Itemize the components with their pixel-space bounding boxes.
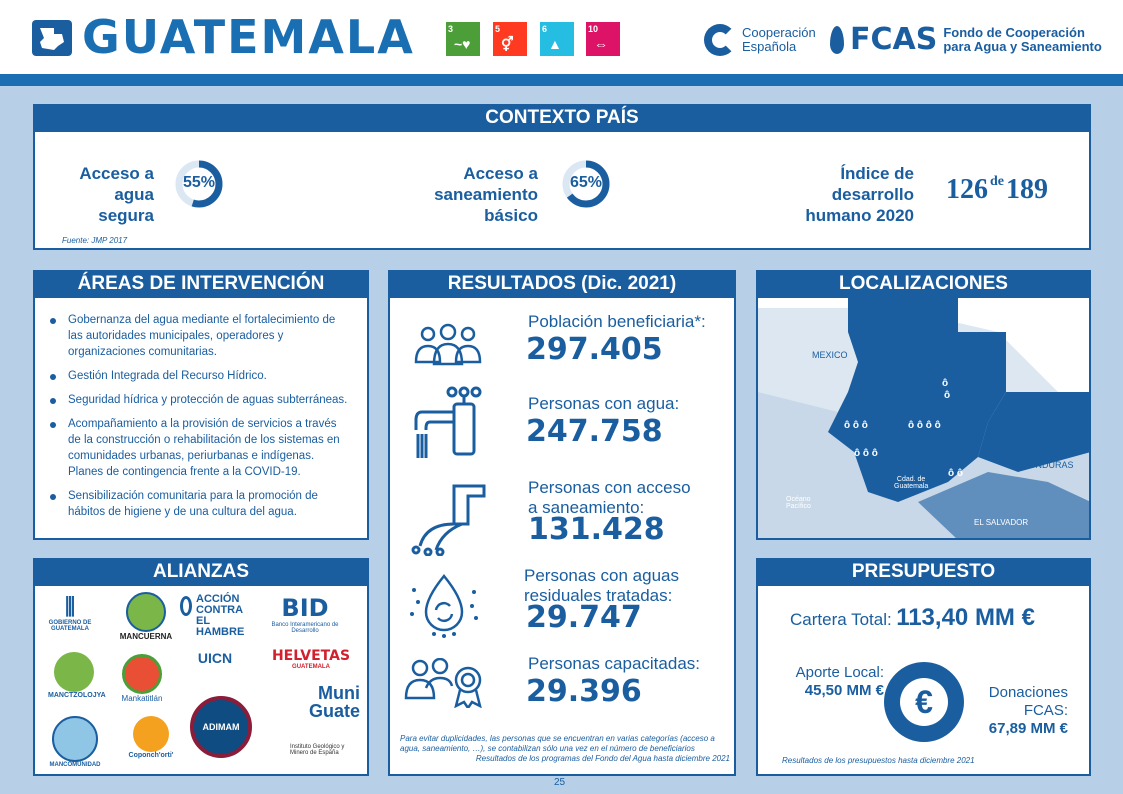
coponchorti-logo: Coponch'orti' [122, 716, 180, 770]
igme-logo: Instituto Geológico y Minero de España [290, 744, 345, 756]
mancomunidad-logo: MANCOMUNIDAD [48, 716, 102, 770]
cooperacion-mark-icon [704, 24, 736, 56]
poblacion-label: Población beneficiaria*: [528, 312, 706, 331]
fcas-logo [830, 22, 1102, 57]
gobierno-guatemala-logo: ⫼ GOBIERNO DE GUATEMALA [48, 594, 92, 632]
trained-people-icon [404, 658, 488, 708]
location-marker-icon: ô [934, 420, 941, 431]
fcas-line-1: Fondo de Cooperación [943, 24, 1085, 40]
area-item: Seguridad hídrica y protección de aguas subterráneas. [50, 392, 350, 408]
map-markers-center [908, 420, 941, 431]
location-marker-icon: ô [956, 468, 963, 479]
location-marker-icon: ô [908, 420, 915, 431]
location-marker-icon: ô [844, 420, 851, 431]
map-markers-west [844, 420, 868, 432]
saneamiento-personas-label: Personas con acceso a saneamiento: [528, 478, 691, 517]
presupuesto-note: Resultados de los presupuestos hasta diciembre 2021 [782, 756, 975, 765]
resultados-title: RESULTADOS (Dic. 2021) [388, 270, 736, 298]
location-marker-icon: ô [948, 468, 955, 479]
map-label-capital: Cdad. de Guatemala [894, 476, 929, 490]
cooperacion-line-2: Española [742, 39, 797, 54]
mancuerna-logo: MANCUERNA [118, 592, 174, 648]
agua-value: 55% [182, 174, 216, 191]
agua-donut [175, 160, 223, 208]
sdg-6-icon: 6 ▲ [540, 22, 574, 56]
sanitation-pipe-icon [406, 484, 488, 556]
area-item: Acompañamiento a la provisión de servicios a través de la construcción o rehabilitación de los sistemas en comunidades urbanas, periurbanas e indígenas. Planes de contingencia frente a la COVID-19. [50, 416, 350, 480]
location-marker-icon: ô [854, 448, 861, 459]
water-drop-icon [830, 26, 844, 54]
sdg-10-icon: 10 ⇔ [586, 22, 620, 56]
fcas-acronym: FCAS [850, 22, 938, 57]
area-item: Gobernanza del agua mediante el fortalecimiento de las autoridades municipales, operadores y organizaciones comunitarias. [50, 312, 350, 360]
capacitadas-value: 29.396 [526, 674, 642, 709]
location-marker-icon: ô [862, 448, 869, 459]
saneamiento-value: 65% [569, 174, 603, 191]
idh-de: de [990, 174, 1004, 189]
location-marker-icon: ô [916, 420, 923, 431]
map-markers [934, 378, 1034, 402]
capacitadas-label: Personas capacitadas: [528, 654, 700, 673]
location-marker-icon: ô [925, 420, 932, 431]
donaciones-label-1: Donaciones [988, 684, 1068, 701]
page-number: 25 [554, 777, 566, 788]
aguas-residuales-value: 29.747 [526, 600, 642, 635]
idh-value [946, 174, 1048, 206]
saneamiento-donut [562, 160, 610, 208]
saneamiento-personas-value: 131.428 [528, 512, 665, 547]
agua-personas-value: 247.758 [526, 414, 663, 449]
sdg-5-icon: 5 ⚥ [493, 22, 527, 56]
aporte-local [768, 664, 884, 700]
location-marker-icon: ô [852, 420, 859, 431]
poblacion-value: 297.405 [526, 332, 663, 367]
aguas-residuales-label: Personas con aguas residuales tratadas: [524, 566, 679, 605]
location-marker-icon: ô [942, 378, 949, 389]
country-title: GUATEMALA [82, 10, 415, 64]
cartera-label: Cartera Total: [790, 610, 892, 629]
water-recycle-icon [404, 570, 484, 640]
bid-logo: BID Banco Interamericano de Desarrollo [271, 594, 339, 634]
resultados-footnote: Para evitar duplicidades, las personas que se encuentran en varias categorías (acceso a agua, saneamiento, …), se contabilizan sólo una vez en el número de beneficiarios Resultados de los programas del Fondo del Agua hasta diciembre 2021 [400, 734, 730, 763]
agua-personas-label: Personas con agua: [528, 394, 680, 413]
aporte-label: Aporte Local: [795, 664, 884, 681]
donaciones-label-2: FCAS: [1023, 702, 1068, 719]
manctzolojya-logo: MANCTZOLOJYA [48, 652, 100, 708]
area-item: Gestión Integrada del Recurso Hídrico. [50, 368, 350, 384]
area-item: Sensibilización comunitaria para la promoción de hábitos de higiene y de una cultura del agua. [50, 488, 350, 520]
muni-guate-logo: Muni Guate [308, 683, 360, 721]
areas-title: ÁREAS DE INTERVENCIÓN [33, 270, 369, 298]
contexto-pais-title: CONTEXTO PAÍS [35, 104, 1089, 132]
cooperacion-line-1: Cooperación [742, 25, 816, 40]
location-marker-icon: ô [871, 448, 878, 459]
areas-list [50, 312, 350, 528]
people-icon [412, 322, 484, 366]
localizaciones-title: LOCALIZACIONES [756, 270, 1091, 298]
cartera-value: 113,40 MM € [896, 604, 1035, 631]
location-marker-icon: ô [944, 390, 951, 401]
fcas-line-2: para Agua y Saneamiento [943, 38, 1102, 54]
donaciones-fcas [966, 684, 1068, 738]
euro-icon: € [884, 662, 964, 742]
map-label-ocean: Océano Pacífico [786, 496, 811, 510]
idh-label: Índice de desarrollo humano 2020 [805, 164, 914, 225]
saneamiento-label: Acceso a saneamiento básico [434, 164, 538, 225]
location-marker-icon: ô [861, 420, 868, 431]
aporte-value: 45,50 MM € [804, 682, 884, 699]
idh-rank: 126 [946, 174, 988, 205]
uicn-logo: UICN [197, 650, 233, 666]
cooperacion-espanola-logo [704, 24, 816, 56]
page-header [0, 0, 1123, 78]
donaciones-value: 67,89 MM € [988, 720, 1068, 737]
map-markers-east [948, 468, 963, 479]
contexto-source: Fuente: JMP 2017 [62, 236, 128, 245]
mankatitlan-logo: Mankatitlán [114, 654, 170, 710]
adimam-logo: ADIMAM [188, 696, 254, 764]
helvetas-logo: HELVETAS GUATEMALA [271, 648, 351, 670]
guatemala-map-icon [32, 20, 72, 56]
map-label-el-salvador: EL SALVADOR [974, 518, 1029, 527]
accion-contra-el-hambre-logo: ACCIÓN CONTRA EL HAMBRE [180, 594, 242, 636]
localizaciones-panel [756, 270, 1091, 540]
idh-total: 189 [1006, 174, 1048, 205]
cartera-total [790, 604, 1035, 632]
presupuesto-title: PRESUPUESTO [756, 558, 1091, 586]
agua-label: Acceso a agua segura [79, 164, 154, 225]
map-markers-south [854, 448, 878, 459]
map-label-mexico: MEXICO [812, 350, 848, 360]
water-tap-icon [412, 386, 484, 460]
header-divider [0, 74, 1123, 86]
sdg-3-icon: 3 ~♥ [446, 22, 480, 56]
map-label-honduras: HONDURAS [1022, 460, 1074, 470]
alianzas-title: ALIANZAS [33, 558, 369, 586]
